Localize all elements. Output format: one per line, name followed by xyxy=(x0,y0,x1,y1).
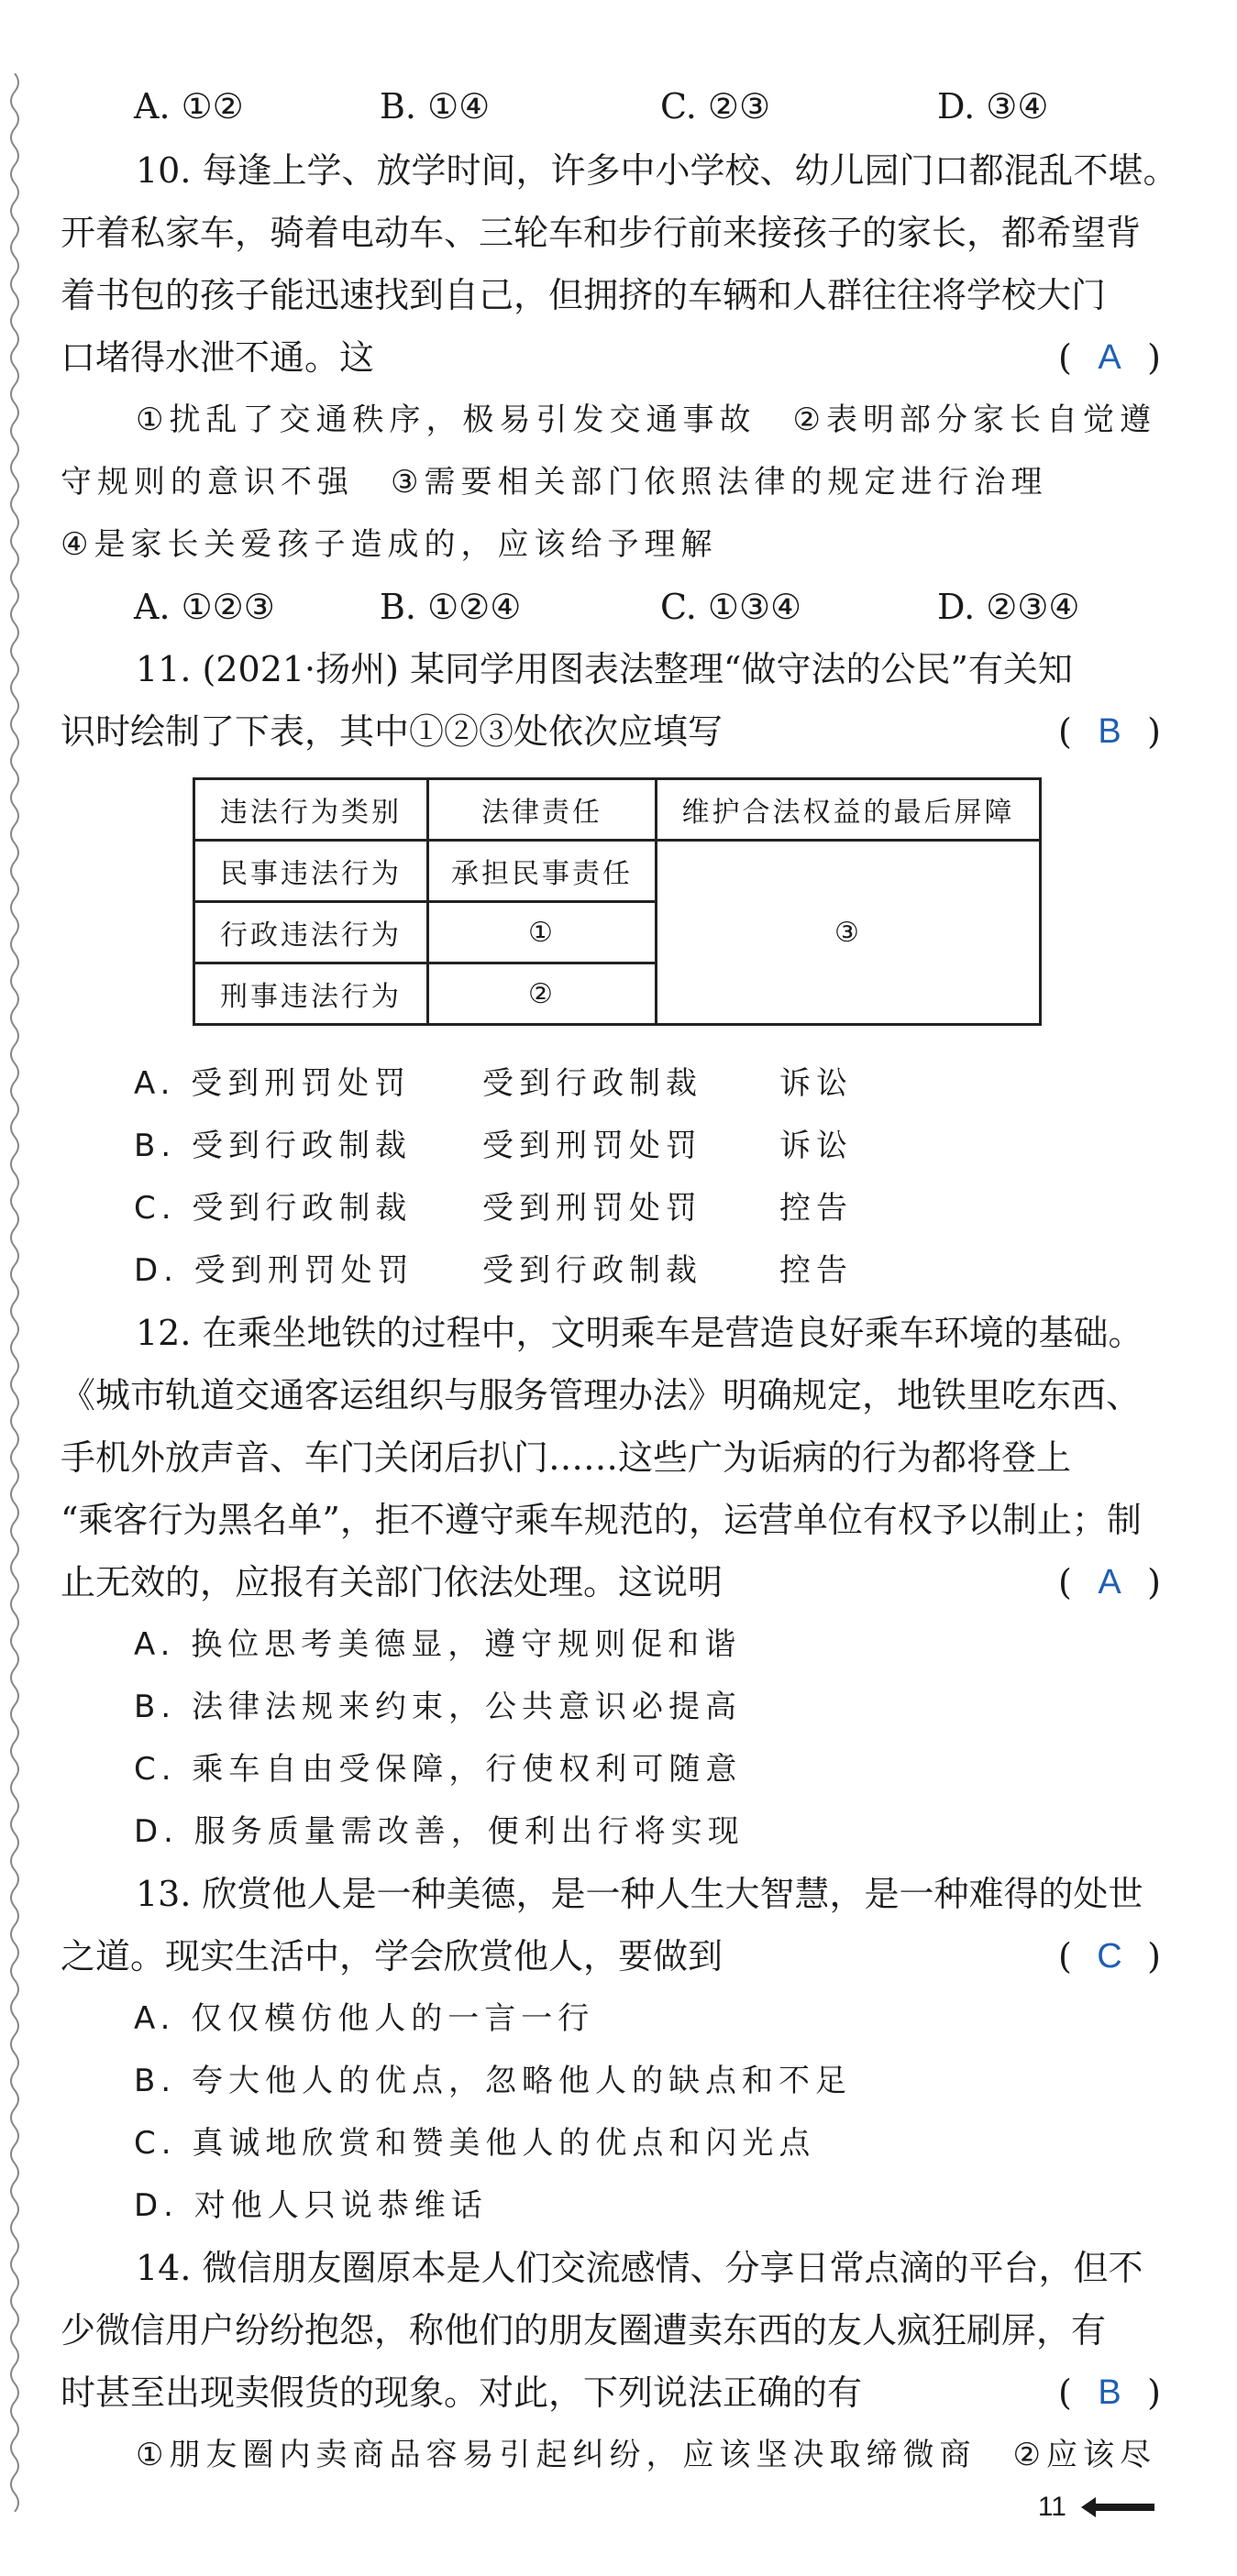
page-number: 11 xyxy=(1037,2492,1066,2522)
q10-option-a: A. ①②③ xyxy=(134,587,275,627)
q14-stem-line: 14. 微信朋友圈原本是人们交流感情、分享日常点滴的平台，但不 xyxy=(136,2248,1143,2288)
q11-stem-line: 11. (2021·扬州) 某同学用图表法整理“做守法的公民”有关知 xyxy=(136,649,1073,689)
q11-option-c-col3: 控告 xyxy=(779,1190,853,1227)
paren-open: ( xyxy=(1058,711,1072,752)
q12-stem-line: 《城市轨道交通客运组织与服务管理办法》明确规定，地铁里吃东西、 xyxy=(61,1375,1142,1415)
q9-option-a: A. ①② xyxy=(134,86,244,127)
paren-close: ) xyxy=(1147,1562,1161,1602)
table-header-row xyxy=(194,779,1041,841)
q11-option-d-col2: 受到行政制裁 xyxy=(482,1252,702,1289)
q11-option-c: C. 受到行政制裁 xyxy=(134,1190,413,1227)
table-cell: ① xyxy=(428,902,657,963)
q13-answer-bracket xyxy=(1058,1934,1161,1978)
paren-close: ) xyxy=(1147,337,1161,378)
table-cell: ② xyxy=(428,963,657,1025)
q13-option-d: D. 对他人只说恭维话 xyxy=(134,2187,488,2224)
q11-option-a-col3: 诉讼 xyxy=(779,1065,853,1102)
q13-option-a: A. 仅仅模仿他人的一言一行 xyxy=(134,2000,595,2037)
table-header: 维护合法权益的最后屏障 xyxy=(657,779,1041,841)
q13-option-b: B. 夸大他人的优点，忽略他人的缺点和不足 xyxy=(134,2063,852,2099)
q10-stem-line: 口堵得水泄不通。这 xyxy=(61,337,375,378)
q14-answer-bracket xyxy=(1058,2371,1161,2415)
q14-stem-line: 时甚至出现卖假货的现象。对此，下列说法正确的有 xyxy=(61,2372,863,2413)
table-cell-merged: ③ xyxy=(657,841,1041,1025)
q11-option-c-col2: 受到刑罚处罚 xyxy=(482,1190,702,1227)
q10-stem-line: 10. 每逢上学、放学时间，许多中小学校、幼儿园门口都混乱不堪。 xyxy=(136,150,1178,191)
arrow-left-icon xyxy=(1081,2497,1154,2517)
q11-option-a-col2: 受到行政制裁 xyxy=(482,1065,702,1102)
q11-option-a: A. 受到刑罚处罚 xyxy=(134,1065,412,1102)
q10-stem-line: 开着私家车，骑着电动车、三轮车和步行前来接孩子的家长，都希望背 xyxy=(61,213,1142,253)
q11-legal-table xyxy=(193,777,1042,1026)
paren-close: ) xyxy=(1147,1936,1161,1976)
q10-statement: ①扰乱了交通秩序，极易引发交通事故 ②表明部分家长自觉遵 xyxy=(136,402,1156,438)
paren-open: ( xyxy=(1058,337,1072,378)
q12-option-b: B. 法律法规来约束，公共意识必提高 xyxy=(134,1689,742,1725)
q11-option-b-col3: 诉讼 xyxy=(779,1128,853,1164)
q11-answer: B xyxy=(1098,712,1121,751)
table-cell: 民事违法行为 xyxy=(194,841,428,902)
paren-open: ( xyxy=(1058,2372,1072,2413)
q10-option-d: D. ②③④ xyxy=(937,587,1080,627)
q10-stem-line: 着书包的孩子能迅速找到自己，但拥挤的车辆和人群往往将学校大门 xyxy=(61,275,1107,315)
q12-option-c: C. 乘车自由受保障，行使权利可随意 xyxy=(134,1751,743,1788)
q11-option-b-col2: 受到刑罚处罚 xyxy=(482,1128,702,1164)
q9-option-b: B. ①④ xyxy=(380,86,491,127)
q12-answer: A xyxy=(1098,1563,1121,1602)
q10-option-b: B. ①②④ xyxy=(380,587,522,627)
paren-open: ( xyxy=(1058,1936,1072,1976)
q10-answer-bracket xyxy=(1058,336,1161,380)
q12-stem-line: 手机外放声音、车门关闭后扒门……这些广为诟病的行为都将登上 xyxy=(61,1437,1072,1478)
table-row xyxy=(194,841,1041,902)
q13-option-c: C. 真诚地欣赏和赞美他人的优点和闪光点 xyxy=(134,2125,816,2162)
table-cell: 刑事违法行为 xyxy=(194,963,428,1025)
paren-open: ( xyxy=(1058,1562,1072,1602)
q11-answer-bracket xyxy=(1058,710,1161,754)
q10-option-c: C. ①③④ xyxy=(660,587,802,627)
table-header: 违法行为类别 xyxy=(194,779,428,841)
q10-answer: A xyxy=(1098,338,1121,377)
q13-stem-line: 13. 欣赏他人是一种美德，是一种人生大智慧，是一种难得的处世 xyxy=(136,1874,1143,1914)
q10-statement: ④是家长关爱孩子造成的，应该给予理解 xyxy=(61,526,718,563)
q12-option-d: D. 服务质量需改善，便利出行将实现 xyxy=(134,1813,745,1850)
q11-option-d: D. 受到刑罚处罚 xyxy=(134,1252,414,1289)
q12-stem-line: “乘客行为黑名单”，拒不遵守乘车规范的，运营单位有权予以制止；制 xyxy=(61,1500,1142,1540)
q13-stem-line: 之道。现实生活中，学会欣赏他人，要做到 xyxy=(61,1936,723,1976)
q12-option-a: A. 换位思考美德显，遵守规则促和谐 xyxy=(134,1626,742,1663)
q11-stem-line: 识时绘制了下表，其中①②③处依次应填写 xyxy=(61,711,723,752)
q13-answer: C xyxy=(1097,1937,1122,1976)
table-cell: 承担民事责任 xyxy=(428,841,657,902)
q14-stem-line: 少微信用户纷纷抱怨，称他们的朋友圈遭卖东西的友人疯狂刷屏，有 xyxy=(61,2310,1107,2350)
q11-option-d-col3: 控告 xyxy=(779,1252,853,1289)
q10-statement: 守规则的意识不强 ③需要相关部门依照法律的规定进行治理 xyxy=(61,464,1048,501)
q12-answer-bracket xyxy=(1058,1560,1161,1604)
table-header: 法律责任 xyxy=(428,779,657,841)
q9-option-d: D. ③④ xyxy=(937,86,1049,127)
decorative-border-wave xyxy=(6,73,24,2512)
paren-close: ) xyxy=(1147,2372,1161,2413)
q14-statement: ①朋友圈内卖商品容易引起纠纷，应该坚决取缔微商 ②应该尽 xyxy=(136,2437,1156,2473)
paren-close: ) xyxy=(1147,711,1161,752)
q12-stem-line: 12. 在乘坐地铁的过程中，文明乘车是营造良好乘车环境的基础。 xyxy=(136,1313,1143,1353)
table-cell: 行政违法行为 xyxy=(194,902,428,963)
q12-stem-line: 止无效的，应报有关部门依法处理。这说明 xyxy=(61,1562,723,1602)
q11-option-b: B. 受到行政制裁 xyxy=(134,1128,412,1164)
q14-answer: B xyxy=(1098,2373,1121,2412)
page-footer xyxy=(1038,2492,1154,2523)
q9-option-c: C. ②③ xyxy=(660,86,771,127)
